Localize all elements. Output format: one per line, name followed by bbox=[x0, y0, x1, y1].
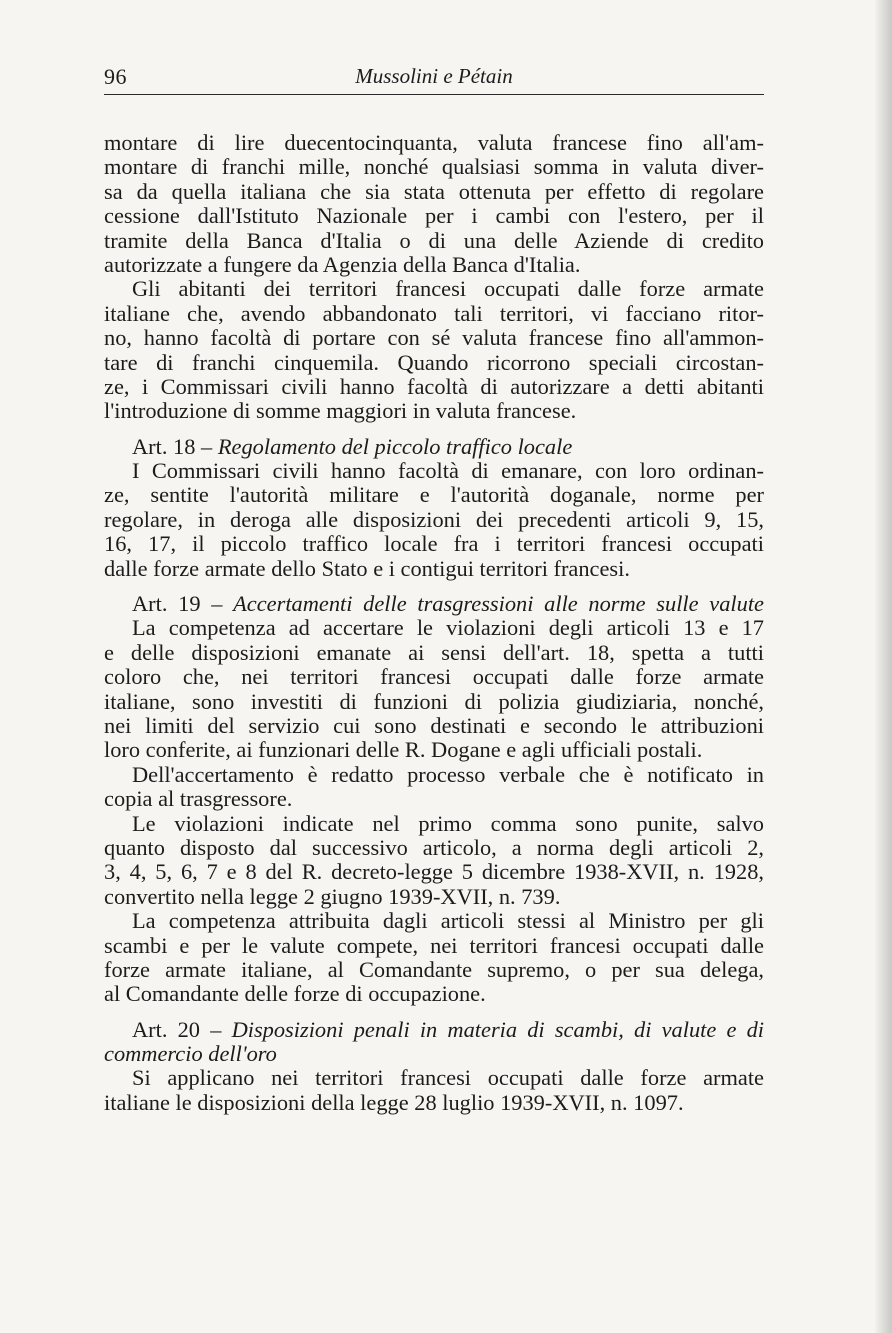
text-line: l'introduzione di somme maggiori in valuta francese. bbox=[104, 398, 577, 424]
text-line: sa da quella italiana che sia stata ottenuta per effetto di regolare bbox=[104, 178, 764, 204]
text-line: no, hanno facoltà di portare con sé valuta francese fino all'ammon- bbox=[104, 325, 764, 351]
text-line: nei limiti del servizio cui sono destinati e secondo le attribuzioni bbox=[104, 712, 764, 738]
text-line: al Comandante delle forze di occupazione. bbox=[104, 981, 486, 1007]
text-line: montare di lire duecentocinquanta, valuta francese fino all'am- bbox=[104, 130, 764, 155]
text-line: convertito nella legge 2 giugno 1939-XVII, n. 739. bbox=[104, 883, 561, 909]
text-line: loro conferite, ai funzionari delle R. Dogane e agli ufficiali postali. bbox=[104, 737, 703, 763]
article-20-heading bbox=[104, 1018, 764, 1042]
text-line: italiane, sono investiti di funzioni di polizia giudiziaria, nonché, bbox=[104, 688, 764, 714]
text-line: e delle disposizioni emanate ai sensi dell'art. 18, spetta a tutti bbox=[104, 639, 764, 665]
article-18-heading bbox=[104, 435, 764, 459]
text-line: dalle forze armate dello Stato e i contigui territori francesi. bbox=[104, 555, 630, 581]
article-title: Disposizioni penali in materia di scambi, di valute e di bbox=[231, 1016, 764, 1042]
text-line: 16, 17, il piccolo traffico locale fra i territori francesi occupati bbox=[104, 531, 764, 557]
article-dash: – bbox=[201, 433, 213, 459]
article-label: Art. 20 bbox=[132, 1016, 201, 1042]
article-20-heading-continuation bbox=[104, 1042, 764, 1066]
article-label: Art. 19 bbox=[132, 591, 201, 617]
text-line: tare di franchi cinquemila. Quando ricorrono speciali circostan- bbox=[104, 349, 764, 375]
text-line: Si applicano nei territori francesi occupati dalle forze armate bbox=[132, 1065, 764, 1091]
text-line: quanto disposto dal successivo articolo, a norma degli articoli 2, bbox=[104, 834, 764, 860]
text-line: La competenza ad accertare le violazioni degli articoli 13 e 17 bbox=[132, 615, 764, 641]
text-line: copia al trasgressore. bbox=[104, 786, 293, 812]
paragraph bbox=[104, 277, 764, 423]
text-line: Le violazioni indicate nel primo comma sono punite, salvo bbox=[132, 810, 764, 836]
article-label: Art. 18 bbox=[132, 433, 196, 459]
article-19-heading bbox=[104, 592, 764, 616]
text-line: montare di franchi mille, nonché qualsiasi somma in valuta diver- bbox=[104, 154, 764, 180]
text-line: scambi e per le valute compete, nei territori francesi occupati dalle bbox=[104, 932, 764, 958]
text-line: La competenza attribuita dagli articoli stessi al Ministro per gli bbox=[132, 908, 764, 934]
paragraph bbox=[104, 131, 764, 277]
article-dash: – bbox=[210, 1016, 222, 1042]
text-line: cessione dall'Istituto Nazionale per i cambi con l'estero, per il bbox=[104, 203, 764, 229]
article-title: Regolamento del piccolo traffico locale bbox=[217, 433, 573, 459]
text-line: Dell'accertamento è redatto processo verbale che è notificato in bbox=[132, 761, 764, 787]
text-line: forze armate italiane, al Comandante supremo, o per sua delega, bbox=[104, 956, 764, 982]
running-title: Mussolini e Pétain bbox=[355, 64, 513, 88]
paragraph bbox=[104, 909, 764, 1007]
body-text bbox=[104, 131, 764, 1115]
article-title: Accertamenti delle trasgressioni alle norme sulle valute bbox=[233, 591, 764, 617]
text-line: tramite della Banca d'Italia o di una delle Aziende di credito bbox=[104, 227, 764, 253]
text-line: italiane le disposizioni della legge 28 luglio 1939-XVII, n. 1097. bbox=[104, 1089, 684, 1115]
article-title-continuation: commercio dell'oro bbox=[104, 1041, 277, 1067]
text-line: coloro che, nei territori francesi occupati dalle forze armate bbox=[104, 664, 764, 690]
text-line: regolare, in deroga alle disposizioni dei precedenti articoli 9, 15, bbox=[104, 506, 764, 532]
page-number: 96 bbox=[104, 64, 127, 89]
paragraph bbox=[104, 763, 764, 812]
text-line: ze, i Commissari civili hanno facoltà di autorizzare a detti abitanti bbox=[104, 373, 764, 399]
text-line: Gli abitanti dei territori francesi occupati dalle forze armate bbox=[132, 276, 764, 302]
text-line: 3, 4, 5, 6, 7 e 8 del R. decreto-legge 5 dicembre 1938-XVII, n. 1928, bbox=[104, 859, 764, 885]
text-line: ze, sentite l'autorità militare e l'autorità doganale, norme per bbox=[104, 482, 764, 508]
page-header bbox=[104, 60, 764, 95]
text-line: autorizzate a fungere da Agenzia della Banca d'Italia. bbox=[104, 251, 581, 277]
article-dash: – bbox=[211, 591, 223, 617]
paragraph bbox=[104, 812, 764, 910]
text-line: I Commissari civili hanno facoltà di emanare, con loro ordinan- bbox=[132, 458, 764, 484]
paragraph bbox=[104, 1066, 764, 1115]
text-line: italiane che, avendo abbandonato tali territori, vi facciano ritor- bbox=[104, 300, 764, 326]
paragraph bbox=[104, 459, 764, 581]
paragraph bbox=[104, 616, 764, 762]
page-edge-shadow bbox=[874, 0, 892, 1333]
